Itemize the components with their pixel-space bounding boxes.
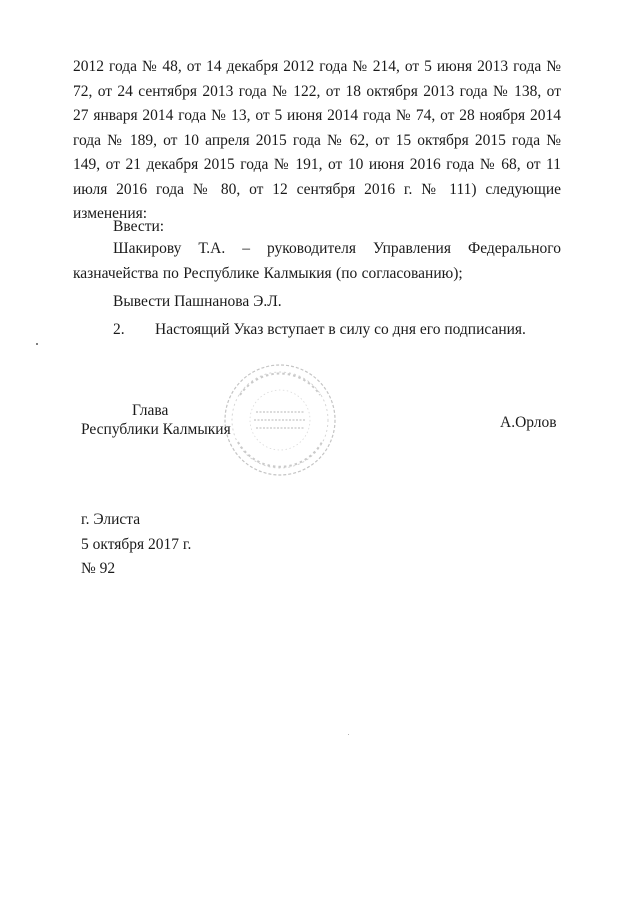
introduce-label: Ввести:: [113, 218, 165, 235]
scan-speck: [36, 343, 38, 345]
item-text: Настоящий Указ вступает в силу со дня его подписания.: [155, 321, 526, 338]
signatory-name: А.Орлов: [500, 414, 557, 431]
footer-number: № 92: [81, 560, 116, 577]
official-seal-stamp: [220, 360, 340, 480]
footer-city: г. Элиста: [81, 511, 141, 528]
item-number: 2.: [113, 321, 125, 338]
signature-title-line-1: Глава: [132, 402, 169, 419]
signature-title-line-2: Республики Калмыкия: [81, 421, 231, 438]
scan-speck: [348, 734, 349, 735]
body-paragraph-appointee: Шакирову Т.А. – руководителя Управления Федерального казначейства по Республике Калмыкия (по согласованию);: [73, 240, 561, 282]
remove-line: Вывести Пашнанова Э.Л.: [113, 293, 282, 310]
body-paragraph-amendments: 2012 года № 48, от 14 декабря 2012 года № 214, от 5 июня 2013 года № 72, от 24 сентября 2013 года № 122, от 18 октября 2013 года № 138, от 27 января 2014 года № 13, от 5 июня 2014 года № 74, от 28 ноября 2014 года № 189, от 10 апреля 2015 года № 62, от 15 октября 2015 года № 149, от 21 декабря 2015 года № 191, от 10 июня 2016 года № 68, от 11 июля 2016 года № 80, от 12 сентября 2016 г. № 111) следующие изменения:: [73, 58, 561, 222]
footer-date: 5 октября 2017 г.: [81, 536, 192, 553]
